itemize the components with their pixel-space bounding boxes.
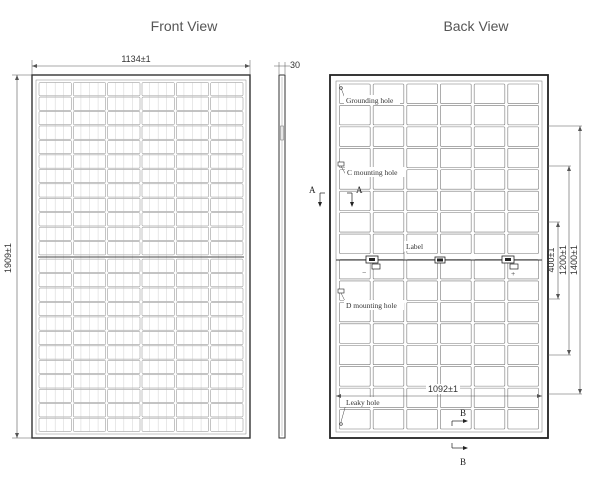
back-cell-outline bbox=[508, 345, 539, 364]
d-mounting-hole bbox=[338, 289, 344, 293]
c-mounting-hole bbox=[338, 162, 344, 166]
front-view-title: Front View bbox=[150, 18, 218, 34]
hole-spacing-1200-label: 1200±1 bbox=[558, 245, 568, 275]
d-mounting-hole-callout bbox=[338, 289, 404, 310]
front-view bbox=[3, 18, 250, 438]
back-cell-outline bbox=[474, 260, 505, 279]
leaky-hole-callout bbox=[340, 397, 388, 425]
back-cell-outline bbox=[407, 84, 438, 103]
front-width-label: 1134±1 bbox=[121, 54, 151, 64]
front-width-dimension bbox=[32, 54, 250, 76]
back-cell-outline bbox=[373, 234, 404, 253]
back-cell-outline bbox=[441, 84, 472, 103]
inner-width-label: 1092±1 bbox=[428, 384, 458, 394]
back-cell-outline bbox=[508, 281, 539, 300]
back-cell-outline bbox=[373, 324, 404, 343]
back-cell-outline bbox=[407, 345, 438, 364]
back-cell-outline bbox=[508, 170, 539, 189]
back-cell-outline bbox=[508, 127, 539, 146]
back-cell-outline bbox=[441, 410, 472, 429]
back-cell-outline bbox=[508, 148, 539, 167]
back-cell-outline bbox=[373, 148, 404, 167]
back-cell-outline bbox=[373, 367, 404, 386]
back-cell-outline bbox=[474, 84, 505, 103]
back-cell-outline bbox=[474, 388, 505, 407]
back-cell-outline bbox=[508, 388, 539, 407]
back-cell-outline bbox=[373, 213, 404, 232]
label-text: Label bbox=[406, 242, 424, 251]
back-cell-outline bbox=[340, 324, 371, 343]
back-cell-outline bbox=[340, 213, 371, 232]
leaky-hole-label: Leaky hole bbox=[346, 398, 380, 407]
back-cell-outline bbox=[508, 105, 539, 124]
back-cell-outline bbox=[441, 302, 472, 321]
back-cell-outline bbox=[474, 105, 505, 124]
junction-box-middle bbox=[435, 257, 445, 263]
back-cell-outline bbox=[340, 127, 371, 146]
back-cell-outline bbox=[474, 127, 505, 146]
back-cell-outline bbox=[373, 191, 404, 210]
back-cell-outline bbox=[340, 410, 371, 429]
back-cell-outline bbox=[407, 170, 438, 189]
side-thickness-dimension bbox=[274, 60, 300, 74]
c-mounting-hole-callout bbox=[338, 162, 405, 177]
back-cell-outline bbox=[474, 345, 505, 364]
back-cell-outline bbox=[508, 213, 539, 232]
back-cell-outline bbox=[508, 367, 539, 386]
back-view-title: Back View bbox=[443, 18, 509, 34]
back-cell-outline bbox=[441, 324, 472, 343]
back-cell-outline bbox=[474, 302, 505, 321]
c-mounting-hole-label: C mounting hole bbox=[347, 168, 398, 177]
back-cell-outline bbox=[407, 127, 438, 146]
back-cell-outline bbox=[441, 170, 472, 189]
terminal-minus-sign: − bbox=[362, 268, 367, 277]
back-cell-outline bbox=[441, 148, 472, 167]
back-cell-outline bbox=[508, 324, 539, 343]
back-cell-outline bbox=[441, 345, 472, 364]
grounding-hole-callout bbox=[340, 87, 400, 105]
front-height-dimension bbox=[3, 75, 32, 438]
back-cell-outline bbox=[508, 234, 539, 253]
back-cell-outline bbox=[508, 302, 539, 321]
back-cell-outline bbox=[441, 234, 472, 253]
back-cell-outline bbox=[373, 345, 404, 364]
back-cell-outline bbox=[474, 234, 505, 253]
back-cell-outline bbox=[474, 281, 505, 300]
grounding-hole bbox=[340, 87, 343, 90]
hole-spacing-400-label: 400±1 bbox=[546, 247, 556, 273]
grounding-hole-label: Grounding hole bbox=[346, 96, 394, 105]
junction-box-left bbox=[366, 256, 380, 269]
back-cell-outline bbox=[407, 213, 438, 232]
side-thickness-label: 30 bbox=[290, 60, 301, 70]
back-cell-outline bbox=[441, 105, 472, 124]
back-cell-outline bbox=[441, 127, 472, 146]
back-cell-outline bbox=[474, 213, 505, 232]
back-cell-outline bbox=[373, 127, 404, 146]
back-cell-outline bbox=[373, 410, 404, 429]
back-cell-outline bbox=[474, 410, 505, 429]
back-cell-outline bbox=[373, 281, 404, 300]
terminal-plus-sign: + bbox=[511, 269, 516, 278]
section-b-bottom-label: B bbox=[460, 457, 467, 467]
back-cell-outline bbox=[474, 170, 505, 189]
back-cell-outline bbox=[407, 260, 438, 279]
d-mounting-hole-label: D mounting hole bbox=[346, 301, 397, 310]
back-cell-outline bbox=[373, 105, 404, 124]
back-cell-outline bbox=[508, 84, 539, 103]
back-cell-outline bbox=[508, 410, 539, 429]
hole-spacing-dimensions bbox=[546, 126, 582, 394]
leaky-hole bbox=[340, 423, 343, 426]
back-cell-outline bbox=[441, 213, 472, 232]
back-cell-outline bbox=[407, 410, 438, 429]
back-cell-outline bbox=[508, 191, 539, 210]
hole-spacing-1400-label: 1400±1 bbox=[569, 245, 579, 275]
back-cell-outline bbox=[407, 105, 438, 124]
back-cell-outline bbox=[407, 302, 438, 321]
back-cell-outline bbox=[407, 324, 438, 343]
label-callout bbox=[404, 241, 430, 260]
back-cell-outline bbox=[340, 191, 371, 210]
back-cell-outline bbox=[407, 281, 438, 300]
back-cell-outline bbox=[340, 367, 371, 386]
side-view bbox=[274, 60, 300, 438]
back-cell-outline bbox=[441, 191, 472, 210]
back-cell-outline bbox=[340, 234, 371, 253]
back-cell-outline bbox=[407, 191, 438, 210]
back-cell-outline bbox=[474, 324, 505, 343]
back-cell-outline bbox=[474, 367, 505, 386]
back-cell-outline bbox=[407, 148, 438, 167]
back-cell-outline bbox=[340, 345, 371, 364]
section-a-left-label: A bbox=[309, 185, 316, 195]
back-cell-outline bbox=[474, 148, 505, 167]
front-height-label: 1909±1 bbox=[3, 243, 13, 273]
back-cell-outline bbox=[474, 191, 505, 210]
junction-box-right bbox=[502, 256, 518, 269]
back-view bbox=[309, 18, 582, 467]
section-b-top-label: B bbox=[460, 408, 467, 418]
back-cell-outline bbox=[441, 281, 472, 300]
back-cell-outline bbox=[340, 105, 371, 124]
section-a-right-label: A bbox=[356, 185, 363, 195]
